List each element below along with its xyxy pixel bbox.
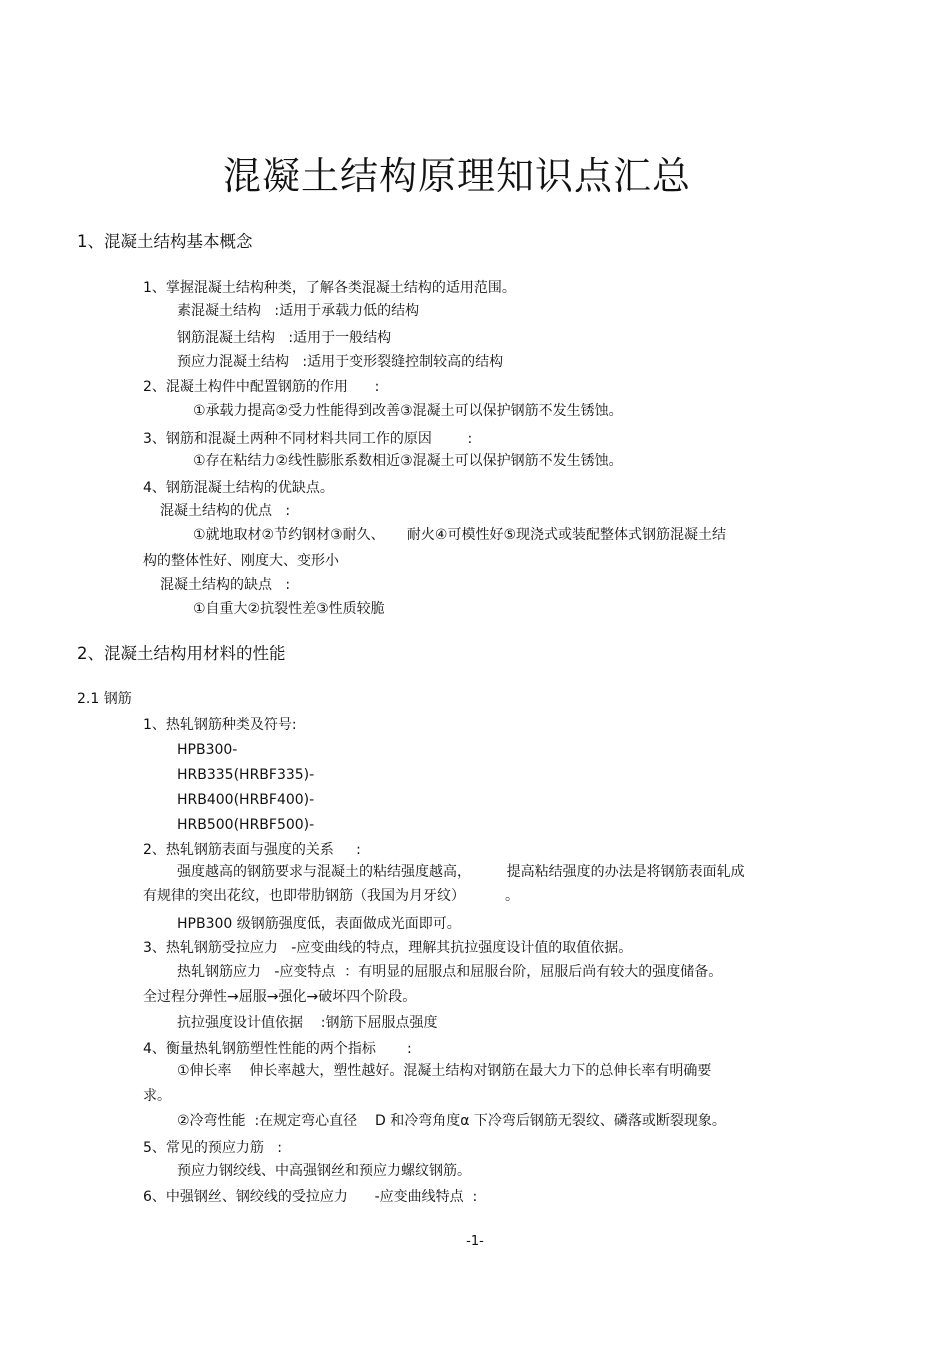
text-line: 混凝土结构的缺点 :	[160, 577, 291, 593]
text-line: 1、热轧钢筋种类及符号:	[143, 717, 297, 733]
text-line: 2、混凝土构件中配置钢筋的作用 :	[143, 379, 380, 395]
page-number: -1-	[466, 1234, 484, 1249]
text-line: 构的整体性好、刚度大、变形小	[143, 553, 339, 569]
text-line: 全过程分弹性→屈服→强化→破坏四个阶段。	[143, 989, 417, 1005]
text-line: HRB335(HRBF335)-	[177, 767, 315, 783]
text-line: 预应力钢绞线、中高强钢丝和预应力螺纹钢筋。	[177, 1163, 471, 1179]
text-line: ①伸长率 伸长率越大，塑性越好。混凝土结构对钢筋在最大力下的总伸长率有明确要	[177, 1063, 712, 1079]
text-line: ①自重大②抗裂性差③性质较脆	[193, 601, 385, 617]
section-heading-2: 2、混凝土结构用材料的性能	[77, 644, 286, 663]
section-heading-1: 1、混凝土结构基本概念	[77, 232, 253, 251]
text-line: 抗拉强度设计值依据 :钢筋下屈服点强度	[177, 1015, 438, 1031]
text-line: 4、衡量热轧钢筋塑性性能的两个指标 :	[143, 1041, 412, 1057]
text-line: 有规律的突出花纹，也即带肋钢筋（我国为月牙纹） 。	[143, 888, 520, 904]
document-title: 混凝土结构原理知识点汇总	[222, 154, 691, 198]
text-line: 6、中强钢丝、钢绞线的受拉应力 -应变曲线特点 :	[143, 1189, 478, 1205]
text-line: ①就地取材②节约钢材③耐久、 耐火④可模性好⑤现浇式或装配整体式钢筋混凝土结	[193, 527, 727, 543]
text-line: 3、热轧钢筋受拉应力 -应变曲线的特点，理解其抗拉强度设计值的取值依据。	[143, 940, 633, 956]
text-line: 求。	[143, 1088, 171, 1104]
subsection-heading: 2.1 钢筋	[77, 691, 132, 707]
text-line: 素混凝土结构 :适用于承载力低的结构	[177, 303, 420, 319]
text-line: HRB400(HRBF400)-	[177, 792, 315, 808]
text-line: 5、常见的预应力筋 :	[143, 1140, 282, 1156]
text-line: 强度越高的钢筋要求与混凝土的粘结强度越高， 提高粘结强度的办法是将钢筋表面轧成	[177, 864, 745, 880]
text-line: 2、热轧钢筋表面与强度的关系 :	[143, 842, 361, 858]
text-line: ②冷弯性能 :在规定弯心直径 D 和冷弯角度α 下冷弯后钢筋无裂纹、磷落或断裂现象。	[177, 1113, 726, 1129]
text-line: 3、钢筋和混凝土两种不同材料共同工作的原因 :	[143, 431, 473, 447]
text-line: HRB500(HRBF500)-	[177, 817, 315, 833]
text-line: 1、掌握混凝土结构种类，了解各类混凝土结构的适用范围。	[143, 280, 516, 296]
text-line: ①承载力提高②受力性能得到改善③混凝土可以保护钢筋不发生锈蚀。	[193, 403, 623, 419]
text-line: HPB300-	[177, 742, 238, 758]
text-line: 混凝土结构的优点 :	[160, 503, 291, 519]
text-line: 热轧钢筋应力 -应变特点 ：有明显的屈服点和屈服台阶，屈服后尚有较大的强度储备。	[177, 964, 723, 980]
text-line: 预应力混凝土结构 :适用于变形裂缝控制较高的结构	[177, 354, 504, 370]
text-line: 4、钢筋混凝土结构的优缺点。	[143, 480, 334, 496]
text-line: ①存在粘结力②线性膨胀系数相近③混凝土可以保护钢筋不发生锈蚀。	[193, 453, 623, 469]
text-line: HPB300 级钢筋强度低，表面做成光面即可。	[177, 916, 461, 932]
text-line: 钢筋混凝土结构 :适用于一般结构	[177, 330, 392, 346]
